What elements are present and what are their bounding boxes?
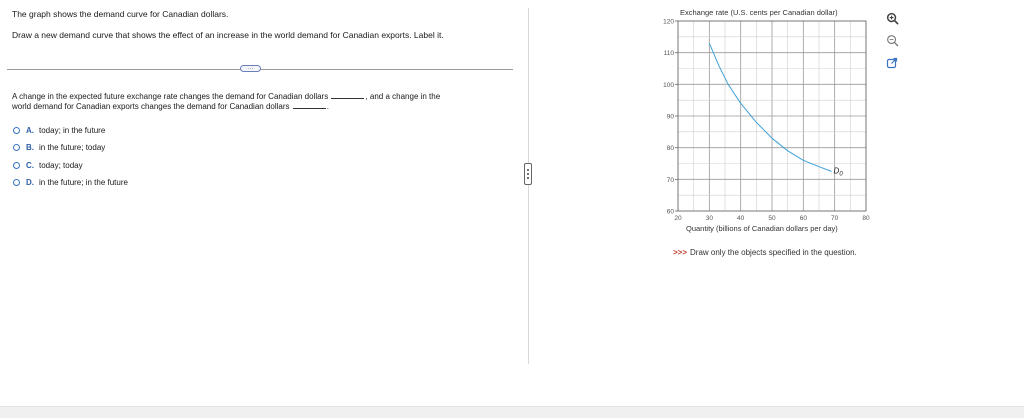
x-tick-label: 20 bbox=[674, 215, 682, 222]
note-text: Draw only the objects specified in the question. bbox=[690, 248, 857, 257]
radio-d[interactable] bbox=[13, 179, 20, 186]
x-tick-label: 70 bbox=[831, 215, 839, 222]
popout-button[interactable] bbox=[884, 55, 900, 71]
chart-grid bbox=[678, 21, 866, 211]
option-c-text: today; today bbox=[39, 161, 83, 170]
popout-icon bbox=[886, 57, 898, 69]
x-tick-label: 50 bbox=[768, 215, 776, 222]
y-tick-label: 90 bbox=[666, 113, 674, 121]
zoom-in-icon bbox=[886, 12, 899, 25]
zoom-in-button[interactable] bbox=[884, 10, 900, 26]
y-tick-label: 120 bbox=[663, 18, 674, 26]
pane-resize-handle[interactable] bbox=[524, 163, 532, 185]
y-axis-ticks bbox=[663, 19, 678, 216]
option-b-text: in the future; today bbox=[39, 143, 106, 152]
radio-a[interactable] bbox=[13, 127, 20, 134]
curve-label-sub: 0 bbox=[839, 171, 843, 178]
fill-in-sentence-1 bbox=[12, 91, 440, 101]
expand-button[interactable]: ··· bbox=[240, 65, 261, 72]
fill-in-text-1: A change in the expected future exchange rate changes the demand for Canadian dollars bbox=[12, 92, 329, 101]
x-tick-label: 40 bbox=[737, 215, 745, 222]
option-d[interactable] bbox=[13, 178, 128, 187]
x-tick-label: 80 bbox=[862, 215, 870, 222]
radio-c[interactable] bbox=[13, 162, 20, 169]
zoom-out-button[interactable] bbox=[884, 32, 900, 48]
question-line-1: The graph shows the demand curve for Canadian dollars. bbox=[12, 9, 229, 19]
zoom-out-icon bbox=[886, 34, 899, 47]
y-tick-label: 100 bbox=[663, 81, 674, 89]
x-axis-label: Quantity (billions of Canadian dollars per day) bbox=[686, 224, 838, 233]
curve-label-main: D bbox=[833, 166, 840, 176]
fill-in-text-2: , and a change in the bbox=[365, 92, 441, 101]
bottom-bar bbox=[0, 406, 1024, 418]
pane-divider bbox=[528, 8, 529, 364]
question-line-2: Draw a new demand curve that shows the effect of an increase in the world demand for Canadian exports. Label it. bbox=[12, 30, 444, 40]
option-b-letter: B. bbox=[26, 143, 34, 152]
radio-b[interactable] bbox=[13, 144, 20, 151]
fill-in-sentence-2 bbox=[12, 101, 329, 111]
option-d-letter: D. bbox=[26, 178, 34, 187]
instruction-note bbox=[673, 248, 857, 257]
fill-in-end: . bbox=[326, 102, 329, 111]
y-tick-label: 70 bbox=[666, 176, 674, 184]
note-arrows: >>> bbox=[673, 248, 688, 257]
option-c-letter: C. bbox=[26, 161, 34, 170]
demand-graph[interactable] bbox=[640, 0, 880, 240]
option-d-text: in the future; in the future bbox=[39, 178, 128, 187]
option-c[interactable] bbox=[13, 161, 83, 170]
y-tick-label: 110 bbox=[663, 50, 674, 58]
x-tick-label: 30 bbox=[705, 215, 713, 222]
demand-curve-d0[interactable] bbox=[709, 43, 831, 171]
option-a-text: today; in the future bbox=[39, 126, 106, 135]
option-a-letter: A. bbox=[26, 126, 34, 135]
x-axis-ticks bbox=[674, 215, 870, 222]
answer-blank-1[interactable] bbox=[331, 91, 364, 99]
chart-title: Exchange rate (U.S. cents per Canadian dollar) bbox=[680, 8, 838, 17]
option-a[interactable] bbox=[13, 126, 105, 135]
answer-blank-2[interactable] bbox=[293, 101, 326, 109]
y-tick-label: 80 bbox=[666, 145, 674, 153]
y-tick-label: 60 bbox=[666, 208, 674, 216]
fill-in-text-3: world demand for Canadian exports changes the demand for Canadian dollars bbox=[12, 102, 290, 111]
x-tick-label: 60 bbox=[799, 215, 807, 222]
option-b[interactable] bbox=[13, 143, 105, 152]
